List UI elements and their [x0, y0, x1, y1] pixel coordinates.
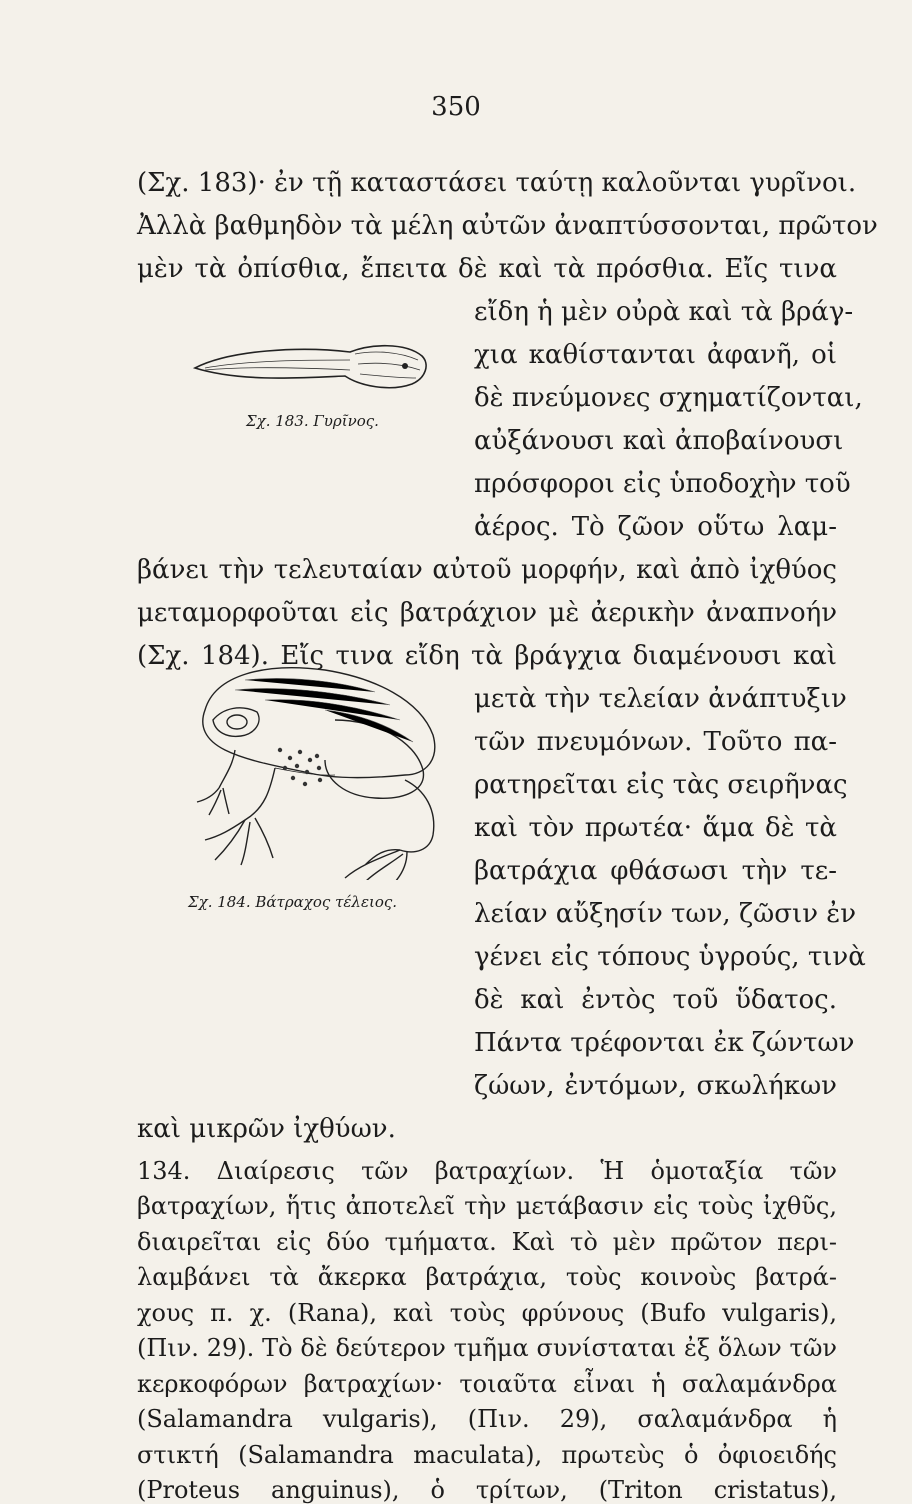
text-line: χια καθίστανται ἀφανῆ, οἱ — [474, 340, 837, 370]
text-line: δὲ πνεύμονες σχηματίζονται, — [474, 383, 863, 413]
text-line: χους π. χ. (Rana), καὶ τοὺς φρύνους (Bufo vulgaris), — [137, 1298, 837, 1327]
text-line: στικτή (Salamandra maculata), πρωτεὺς ὁ ὀφιοειδής — [137, 1440, 837, 1469]
text-line: (Σχ. 183)· ἐν τῇ καταστάσει ταύτῃ καλοῦνται γυρῖνοι. — [137, 168, 857, 198]
figure-183-caption: Σχ. 183. Γυρῖνος. — [246, 412, 379, 430]
text-line: Πάντα τρέφονται ἐκ ζώντων — [474, 1028, 855, 1058]
text-line: πρόσφοροι εἰς ὑποδοχὴν τοῦ — [474, 469, 851, 499]
text-line: ρατηρεῖται εἰς τὰς σειρῆνας — [474, 770, 848, 800]
text-line: (Salamandra vulgaris), (Πιν. 29), σαλαμάνδρα ἡ — [137, 1405, 837, 1434]
text-line: κερκοφόρων βατραχίων· τοιαῦτα εἶναι ἡ σαλαμάνδρα — [137, 1369, 837, 1398]
text-line: ζώων, ἐντόμων, σκωλήκων — [474, 1071, 837, 1101]
text-line: γένει εἰς τόπους ὑγρούς, τινὰ — [474, 942, 866, 972]
text-line: εἴδη ἡ μὲν οὐρὰ καὶ τὰ βράγ- — [474, 297, 854, 327]
text-line: μὲν τὰ ὀπίσθια, ἔπειτα δὲ καὶ τὰ πρόσθια. Εἴς τινα — [137, 254, 837, 284]
text-line: τῶν πνευμόνων. Τοῦτο πα- — [474, 727, 837, 757]
text-line: μετὰ τὴν τελείαν ἀνάπτυξιν — [474, 684, 847, 714]
text-line: Ἀλλὰ βαθμηδὸν τὰ μέλη αὐτῶν ἀναπτύσσονται, πρῶτον — [137, 211, 878, 241]
text-line: λείαν αὔξησίν των, ζῶσιν ἐν — [474, 899, 857, 929]
text-line: διαιρεῖται εἰς δύο τμήματα. Καὶ τὸ μὲν πρῶτον περι- — [137, 1227, 837, 1256]
figure-184-caption: Σχ. 184. Βάτραχος τέλειος. — [188, 893, 398, 911]
text-line: 134. Διαίρεσις τῶν βατραχίων. Ἡ ὁμοταξία τῶν — [137, 1157, 837, 1185]
text-line: καὶ τὸν πρωτέα· ἅμα δὲ τὰ — [474, 813, 837, 843]
text-line: αὐξάνουσι καὶ ἀποβαίνουσι — [474, 426, 844, 456]
tadpole-figure — [190, 330, 440, 410]
text-line: λαμβάνει τὰ ἄκερκα βατράχια, τοὺς κοινοὺς βατρά- — [137, 1263, 837, 1292]
text-line: (Σχ. 184). Εἴς τινα εἴδη τὰ βράγχια διαμένουσι καὶ — [137, 641, 837, 671]
text-line: βατράχια φθάσωσι τὴν τε- — [474, 856, 837, 886]
frog-figure — [175, 650, 465, 880]
text-line: βατραχίων, ἥτις ἀποτελεῖ τὴν μετάβασιν εἰς τοὺς ἰχθῦς, — [137, 1192, 837, 1221]
text-line: ἀέρος. Τὸ ζῶον οὕτω λαμ- — [474, 512, 837, 542]
text-line: βάνει τὴν τελευταίαν αὐτοῦ μορφήν, καὶ ἀπὸ ἰχθύος — [137, 555, 837, 585]
text-line: (Πιν. 29). Τὸ δὲ δεύτερον τμῆμα συνίσταται ἐξ ὅλων τῶν — [137, 1334, 837, 1363]
text-line: (Proteus anguinus), ὁ τρίτων, (Triton cristatus), — [137, 1476, 837, 1504]
text-line: καὶ μικρῶν ἰχθύων. — [137, 1114, 396, 1144]
text-line: μεταμορφοῦται εἰς βατράχιον μὲ ἀερικὴν ἀναπνοήν — [137, 598, 837, 628]
text-line: δὲ καὶ ἐντὸς τοῦ ὕδατος. — [474, 985, 837, 1015]
page-number: 350 — [431, 92, 481, 122]
